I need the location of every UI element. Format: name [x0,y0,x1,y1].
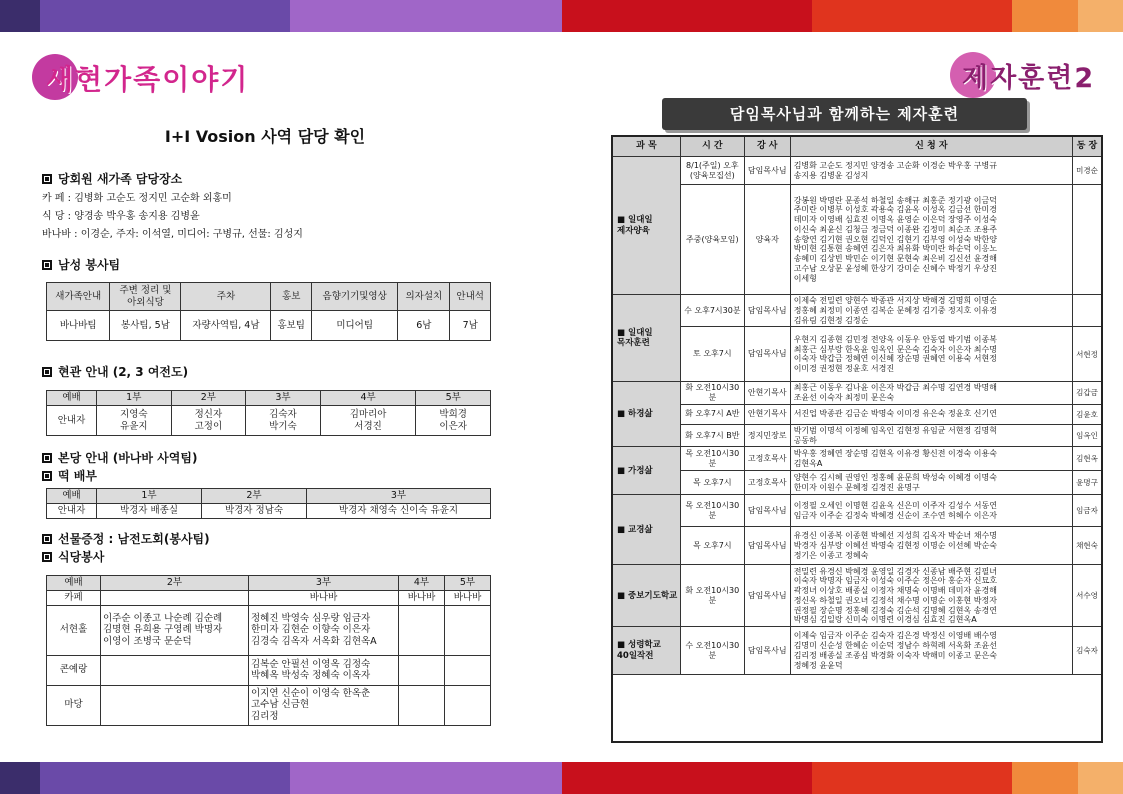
schedule-header-banner: 담임목사님과 함께하는 제자훈련 [662,98,1027,130]
band-segment [0,0,40,32]
header-cell: 4부 [399,576,445,591]
table-cell: 카페 [47,591,101,606]
note-cell [1073,295,1102,327]
subject-cell: ■ 일대일 목자훈련 [613,295,681,382]
header-cell: 신 청 자 [790,137,1072,157]
table-cell: 바나바팀 [47,311,110,341]
section-title: 떡 배부 [58,469,97,483]
header-cell: 안내석 [450,283,491,311]
table-cell: 안내자 [47,406,97,436]
logo-text: 제자훈련2 [962,63,1096,94]
band-segment [1012,762,1078,794]
table-cell [101,591,249,606]
teacher-cell: 담임목사님 [744,157,790,185]
table-cell [445,605,491,655]
note-cell: 서수영 [1073,565,1102,627]
schedule-row [613,382,1102,405]
table-cell: 박경자 정남숙 [202,504,307,519]
time-cell: 수 오후7시30분 [680,295,744,327]
time-cell: 화 오전10시30분 [680,382,744,405]
top-decorative-band [0,0,1123,32]
schedule-row [613,295,1102,327]
header-cell: 예배 [47,489,97,504]
teacher-cell: 담임목사님 [744,627,790,675]
cafeteria-table [46,575,491,726]
header-cell: 4부 [320,391,416,406]
schedule-row [613,424,1102,447]
band-segment [812,762,1012,794]
table-cell [399,655,445,685]
header-cell: 시 간 [680,137,744,157]
header-cell: 3부 [246,391,321,406]
subject-cell: ■ 일대일 제자양육 [613,157,681,295]
header-cell: 5부 [416,391,491,406]
square-bullet-icon [42,471,52,481]
square-bullet-icon [42,552,52,562]
band-segment [0,762,40,794]
subject-cell: ■ 성령학교 40일작전 [613,627,681,675]
table-cell: 안내자 [47,504,97,519]
note-cell: 김윤호 [1073,404,1102,424]
names-cell: 양현수 김시혜 권영인 정홍혜 윤문희 박성숙 이혜경 이명숙 한미자 이원수 문혜정 김경진 윤명구 [790,471,1072,495]
teacher-cell: 안현기목사 [744,404,790,424]
table-cell [399,605,445,655]
table-cell [320,406,416,436]
names-cell: 우현지 김종현 김민정 전양옥 이동우 안동엽 박기범 이종복 최홍근 심부랑 한옥윤 임옥인 문은숙 김숙자 이은자 최수명 이숙자 박갑금 정혜연 이신혜 장순명 권혜연 이용숙 서현정 이미경 권정현 정윤호 서경진 [790,327,1072,382]
names-cell: 최홍근 이동우 김나윤 이은자 박갑금 최수명 김연경 박명해 조윤선 이숙자 최정미 문은숙 [790,382,1072,405]
band-segment [290,0,562,32]
name-text: 유윤지 [120,420,148,432]
teacher-cell: 담임목사님 [744,495,790,527]
table-cell [246,406,321,436]
header-cell: 2부 [101,576,249,591]
band-segment [1078,0,1123,32]
subject-cell: ■ 중보기도학교 [613,565,681,627]
names-cell: 유경신 이종복 이종현 박혜선 지성희 김옥자 박순녀 채수명 박경자 심부랑 이혜선 박명숙 김현정 이명순 이선혜 박순숙 정기은 이종고 정혜숙 [790,527,1072,565]
section-title: 남성 봉사팀 [58,258,121,272]
section-heading [42,548,104,565]
header-cell: 5부 [445,576,491,591]
header-cell: 예배 [47,576,101,591]
names-cell: 이정필 오세인 이명현 김윤옥 신은미 이주자 김성수 서동연 임금자 이주순 김정숙 박혜경 신순이 조수연 허혜수 이은자 [790,495,1072,527]
note-cell: 김숙자 [1073,627,1102,675]
rice-cake-table [46,488,491,519]
square-bullet-icon [42,174,52,184]
section-heading [42,170,182,187]
schedule-row [613,447,1102,471]
note-cell: 임옥인 [1073,424,1102,447]
left-page [0,32,562,762]
table-cell [171,406,246,436]
section-title: 현관 안내 (2, 3 여전도) [58,365,189,379]
page-title: I+I Vosion 사역 담당 확인 [164,127,366,146]
names-cell: 강봉원 박명란 문종석 하철일 송해규 최홍준 정기광 이금덕 주미란 이병부 이성호 곽용숙 김윤옥 이성옥 김금선 한미경 데미자 이영배 심효진 이명옥 윤영순 이은덕 장영주 이성숙 이신숙 최윤신 김청금 정금덕 이종완 김정미 최순조 조용주 송향연 김기현 권오현 김덕인 김현기 김부영 이성숙 박한양 박미현 김통현 송혜연 김은자 최유화 박미란 하순덕 이응노 송혜미 김상빈 박민순 이기현 문현숙 최은비 김신선 윤경해 고수남 오상문 윤성혜 한상기 강미순 신혜수 박정기 우상진 이세형 [790,185,1072,295]
band-segment [562,0,812,32]
time-cell: 목 오전10시30분 [680,447,744,471]
header-cell: 3부 [307,489,491,504]
table-cell: 서현홀 [47,605,101,655]
name-text: 박희경 [439,408,467,420]
header-cell: 의자설치 [398,283,450,311]
table-cell: 이지연 신순이 이영숙 한옥춘 고수남 신금현 김리정 [249,685,399,725]
text-line: 식 당 : 양경송 박우홍 송지용 김병윤 [42,211,200,222]
table-cell: 콘예랑 [47,655,101,685]
names-cell: 이제숙 전밀련 양현수 박종관 서지상 박해경 김명희 이명순 정홍혜 최정미 이종연 김복순 문혜정 김기중 정지호 이유경 김유림 김현정 김정순 [790,295,1072,327]
teacher-cell: 정지민장로 [744,424,790,447]
table-cell: 김복순 안필선 이영옥 김정숙 박혜옥 박성숙 정혜숙 이옥자 [249,655,399,685]
time-cell: 토 오후7시 [680,327,744,382]
time-cell: 목 오후7시 [680,471,744,495]
teacher-cell: 양육자 [744,185,790,295]
section-heading [42,363,188,380]
header-cell: 2부 [202,489,307,504]
time-cell: 화 오전10시30분 [680,565,744,627]
square-bullet-icon [42,367,52,377]
names-cell: 전밀련 유경신 박혜경 윤영일 김경자 신종남 배주현 김필녀 이숙자 박명자 임금자 이성숙 이주순 정은아 홍순자 신묘호 곽정녀 이상호 배종실 이정자 채명숙 이명배 데미자 윤경해 정신옥 하철일 권오녀 김정석 채수명 이명순 이홍현 박정자 권정필 장순명 정홍혜 김정숙 김순석 김명혜 김현옥 송경연 박명심 김일랑 신미숙 이명련 이경심 심효진 김현옥A [790,565,1072,627]
section-title: 식당봉사 [58,550,105,564]
logo-text: 새현가족이야기 [46,63,250,96]
band-segment [40,762,290,794]
table-cell: 정혜진 박영숙 심우랑 임금자 한미자 김현순 이향숙 이은자 김경숙 김옥자 서옥화 김현옥A [249,605,399,655]
names-cell: 서진업 박종관 김금순 박명숙 이미경 유은숙 정윤호 신기연 [790,404,1072,424]
header-cell: 2부 [171,391,246,406]
schedule-row [613,404,1102,424]
subject-cell: ■ 가정삶 [613,447,681,495]
section-heading [42,449,197,466]
band-segment [562,762,812,794]
header-cell: 주변 정리 및 아외식당 [110,283,181,311]
entrance-guide-table [46,390,491,436]
schedule-row [613,495,1102,527]
names-cell: 박우홍 정혜연 장순명 김현옥 이유경 황신전 이경숙 이용숙 김현옥A [790,447,1072,471]
teacher-cell: 담임목사님 [744,565,790,627]
header-cell: 강 사 [744,137,790,157]
note-cell: 채현숙 [1073,527,1102,565]
time-cell: 주중(양육모임) [680,185,744,295]
band-segment [290,762,562,794]
table-cell [101,685,249,725]
names-cell: 이제숙 임금자 이주순 김숙자 김은경 박정신 이영배 배수영 김명미 신순성 한혜순 이순덕 정남수 하혁례 서옥화 조윤선 김리정 배종실 조종심 박경화 이숙자 박해미 이종고 문은숙 정혜정 윤윤덕 [790,627,1072,675]
name-text: 박기숙 [269,420,297,432]
note-cell: 김갑금 [1073,382,1102,405]
name-text: 이은자 [439,420,467,432]
table-cell: 바나바 [249,591,399,606]
table-cell: 박경자 채영숙 신이숙 유윤지 [307,504,491,519]
header-cell: 1부 [97,489,202,504]
name-text: 김숙자 [269,408,297,420]
header-cell: 홍보 [271,283,312,311]
table-cell: 마당 [47,685,101,725]
names-cell: 김병화 고순도 정지민 양경송 고순화 이경순 박우홍 구병규 송지용 김병윤 김성지 [790,157,1072,185]
schedule-row [613,185,1102,295]
band-segment [1012,0,1078,32]
header-cell: 주차 [181,283,271,311]
schedule-row [613,157,1102,185]
note-cell: 윤명구 [1073,471,1102,495]
table-cell: 6남 [398,311,450,341]
table-cell: 바나바 [399,591,445,606]
discipleship-schedule-table [612,136,1102,675]
table-cell: 박경자 배종실 [97,504,202,519]
name-text: 김마리아 [349,408,387,420]
schedule-row [613,527,1102,565]
table-cell: 바나바 [445,591,491,606]
note-cell: 임금자 [1073,495,1102,527]
volunteer-table [46,282,491,341]
table-cell [97,406,172,436]
table-cell [101,655,249,685]
right-page [562,32,1123,762]
names-cell: 박기범 이명석 이정혜 임옥인 김현정 유임균 서현정 김명혁 공동하 [790,424,1072,447]
teacher-cell: 담임목사님 [744,527,790,565]
note-cell [1073,185,1102,295]
square-bullet-icon [42,534,52,544]
teacher-cell: 안현기목사 [744,382,790,405]
text-line: 바나바 : 이경순, 주자: 이석열, 미디어: 구병규, 선물: 김성지 [42,229,303,240]
section-heading [42,256,120,273]
table-cell: 홍보팀 [271,311,312,341]
time-cell: 목 오전10시30분 [680,495,744,527]
time-cell: 8/1(주일) 오후 (양육모집선) [680,157,744,185]
header-cell: 예배 [47,391,97,406]
header-cell: 새가족안내 [47,283,110,311]
header-cell: 3부 [249,576,399,591]
time-cell: 화 오후7시 A반 [680,404,744,424]
table-cell: 이주순 이종고 나순례 김순례 김명현 유희용 구영례 박명자 이영이 조병국 문순덕 [101,605,249,655]
time-cell: 화 오후7시 B반 [680,424,744,447]
table-cell [416,406,491,436]
schedule-row [613,327,1102,382]
bottom-decorative-band [0,762,1123,794]
name-text: 정신자 [194,408,223,420]
note-cell: 김현옥 [1073,447,1102,471]
header-cell: 동 장 [1073,137,1102,157]
section-title: 본당 안내 (바나바 사역팀) [58,451,198,465]
section-heading [42,530,210,547]
schedule-row [613,471,1102,495]
note-cell: 미경순 [1073,157,1102,185]
table-cell [445,685,491,725]
square-bullet-icon [42,260,52,270]
teacher-cell: 담임목사님 [744,295,790,327]
section-title: 당회원 새가족 담당장소 [58,172,183,186]
table-cell: 7남 [450,311,491,341]
band-segment [40,0,290,32]
table-cell [399,685,445,725]
text-line: 카 페 : 김병화 고순도 정지민 고순화 외홍미 [42,193,232,204]
section-title: 선물증정 : 남전도회(봉사팀) [58,532,210,546]
schedule-row [613,565,1102,627]
table-cell: 미디어팀 [312,311,398,341]
band-segment [1078,762,1123,794]
teacher-cell: 담임목사님 [744,327,790,382]
subject-cell: ■ 교경삶 [613,495,681,565]
table-cell: 봉사팀, 5남 [110,311,181,341]
header-cell: 음향기기및영상 [312,283,398,311]
name-text: 지영숙 [120,408,148,420]
square-bullet-icon [42,453,52,463]
teacher-cell: 고정호목사 [744,447,790,471]
name-text: 고정이 [194,420,223,432]
name-text: 서경진 [354,420,382,432]
table-cell [445,655,491,685]
section-heading [42,467,97,484]
header-cell: 1부 [97,391,172,406]
time-cell: 목 오후7시 [680,527,744,565]
time-cell: 수 오전10시30분 [680,627,744,675]
note-cell: 서현정 [1073,327,1102,382]
header-cell: 과 목 [613,137,681,157]
table-cell: 자량사역팀, 4남 [181,311,271,341]
subject-cell: ■ 하경삶 [613,382,681,447]
band-segment [812,0,1012,32]
teacher-cell: 고정호목사 [744,471,790,495]
schedule-row [613,627,1102,675]
discipleship-logo [950,50,1100,100]
